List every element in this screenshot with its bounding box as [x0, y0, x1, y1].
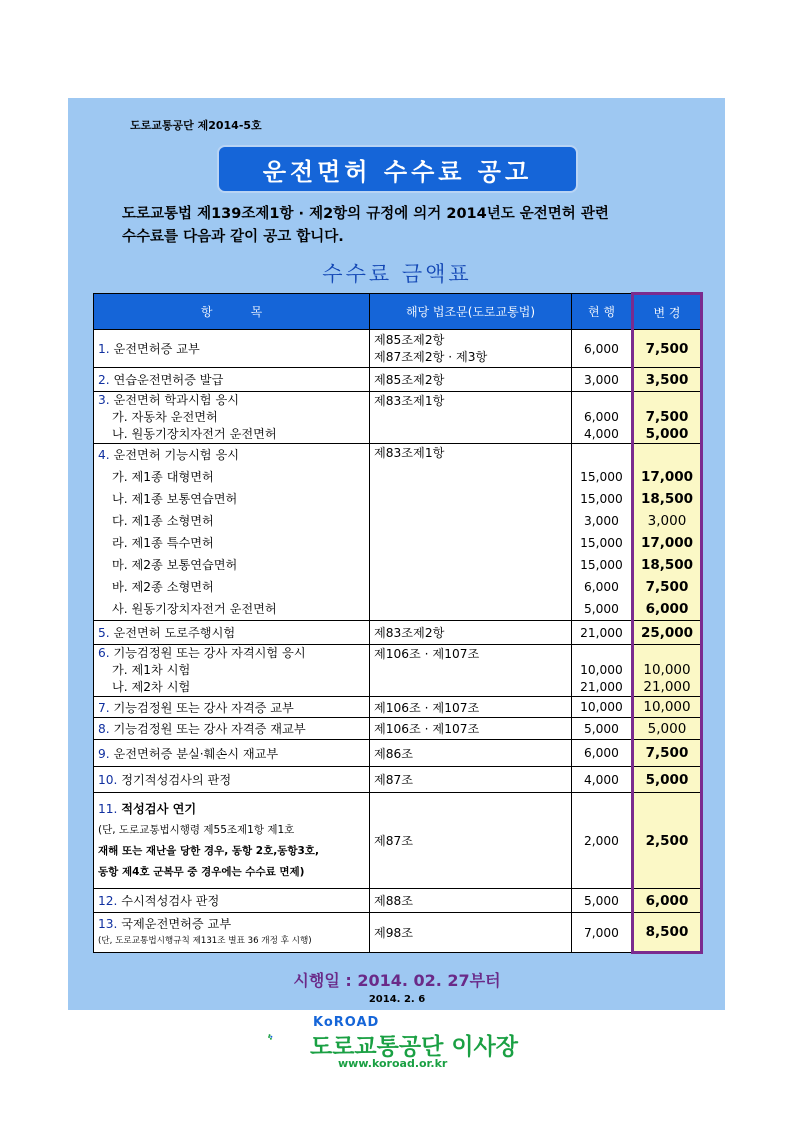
fee-table	[93, 292, 703, 954]
website-link[interactable]: www.koroad.or.kr	[338, 1057, 448, 1070]
item-cell: 13. 국제운전면허증 교부 (단, 도로교통법시행규칙 제131조 별표 36 개정 후 시행)	[94, 913, 370, 953]
current-fee: 5,000	[572, 718, 633, 740]
current-fee: 2,000	[572, 793, 633, 889]
doc-number: 도로교통공단 제2014-5호	[130, 119, 262, 132]
current-fee: 21,000	[572, 621, 633, 645]
current-fee: 10,000 21,000	[572, 645, 633, 697]
header-current: 현 행	[572, 294, 633, 330]
current-fee: 6,000	[572, 740, 633, 767]
law-cell: 제87조	[370, 767, 572, 793]
notice-title: 운전면허 수수료 공고	[217, 145, 578, 193]
table-title: 수수료 금액표	[322, 262, 472, 286]
changed-fee: 8,500	[633, 913, 702, 953]
changed-fee: 5,000	[633, 718, 702, 740]
intro-line-1: 도로교통법 제139조제1항 · 제2항의 규정에 의거 2014년도 운전면허 관련	[122, 206, 609, 222]
changed-fee: 6,000	[633, 889, 702, 913]
current-fee: 6,000 4,000	[572, 392, 633, 444]
header-law: 해당 법조문(도로교통법)	[370, 294, 572, 330]
law-cell: 제106조 · 제107조	[370, 645, 572, 697]
item-cell: 2. 연습운전면허증 발급	[94, 368, 370, 392]
law-cell: 제86조	[370, 740, 572, 767]
table-row	[94, 330, 702, 368]
org-name: 도로교통공단 이사장	[310, 1034, 518, 1060]
changed-fee: 5,000	[633, 767, 702, 793]
changed-fee: 2,500	[633, 793, 702, 889]
intro-line-2: 수수료를 다음과 같이 공고 합니다.	[122, 229, 344, 245]
table-row	[94, 767, 702, 793]
item-cell: 6. 기능검정원 또는 강사 자격시험 응시 가. 제1차 시험 나. 제2차 시험	[94, 645, 370, 697]
table-row	[94, 444, 702, 621]
item-cell: 1. 운전면허증 교부	[94, 330, 370, 368]
current-fee: 15,000 15,000 3,000 15,000 15,000 6,000 5,000	[572, 444, 633, 621]
table-row	[94, 718, 702, 740]
law-cell: 제106조 · 제107조	[370, 697, 572, 718]
law-cell: 제83조제1항	[370, 444, 572, 621]
table-row	[94, 621, 702, 645]
item-cell: 9. 운전면허증 분실·훼손시 재교부	[94, 740, 370, 767]
changed-fee: 10,000 21,000	[633, 645, 702, 697]
koroad-logo-icon	[268, 1017, 312, 1061]
changed-fee: 7,500 5,000	[633, 392, 702, 444]
changed-fee: 7,500	[633, 740, 702, 767]
item-cell: 8. 기능검정원 또는 강사 자격증 재교부	[94, 718, 370, 740]
item-cell: 10. 정기적성검사의 판정	[94, 767, 370, 793]
current-fee: 4,000	[572, 767, 633, 793]
table-row	[94, 645, 702, 697]
changed-fee: 25,000	[633, 621, 702, 645]
law-cell: 제83조제2항	[370, 621, 572, 645]
table-row	[94, 913, 702, 953]
changed-fee: 17,000 18,500 3,000 17,000 18,500 7,500 6,000	[633, 444, 702, 621]
changed-fee: 7,500	[633, 330, 702, 368]
changed-fee: 3,500	[633, 368, 702, 392]
current-fee: 7,000	[572, 913, 633, 953]
law-cell: 제83조제1항	[370, 392, 572, 444]
table-row	[94, 740, 702, 767]
table-row	[94, 889, 702, 913]
table-row	[94, 793, 702, 889]
law-cell: 제87조	[370, 793, 572, 889]
item-cell: 3. 운전면허 학과시험 응시 가. 자동차 운전면허 나. 원동기장치자전거 운전면허	[94, 392, 370, 444]
table-header-row	[94, 294, 702, 330]
law-cell: 제88조	[370, 889, 572, 913]
item-cell: 7. 기능검정원 또는 강사 자격증 교부	[94, 697, 370, 718]
current-fee: 10,000	[572, 697, 633, 718]
item-cell: 12. 수시적성검사 판정	[94, 889, 370, 913]
current-fee: 6,000	[572, 330, 633, 368]
current-fee: 5,000	[572, 889, 633, 913]
table-row	[94, 697, 702, 718]
item-cell: 11. 적성검사 연기 (단, 도로교통법시행령 제55조제1항 제1호 재해 또는 재난을 당한 경우, 동항 2호,동항3호, 동항 제4호 군복무 중 경우에는 수수료 면제)	[94, 793, 370, 889]
logo-brand: KoROAD	[313, 1015, 380, 1030]
intro-text	[122, 203, 702, 249]
item-cell: 5. 운전면허 도로주행시험	[94, 621, 370, 645]
item-cell: 4. 운전면허 기능시험 응시 가. 제1종 대형면허 나. 제1종 보통연습면허 다. 제1종 소형면허 라. 제1종 특수면허 마. 제2종 보통연습면허 바. 제2종 소형면허 사. 원동기장치자전거 운전면허	[94, 444, 370, 621]
table-row	[94, 368, 702, 392]
header-change: 변 경	[633, 294, 702, 330]
table-row	[94, 392, 702, 444]
law-cell: 제85조제2항	[370, 368, 572, 392]
law-cell: 제85조제2항 제87조제2항 · 제3항	[370, 330, 572, 368]
header-item: 항 목	[94, 294, 370, 330]
notice-date: 2014. 2. 6	[368, 994, 426, 1005]
law-cell: 제98조	[370, 913, 572, 953]
effective-date: 시행일 : 2014. 02. 27부터	[293, 971, 501, 990]
changed-fee: 10,000	[633, 697, 702, 718]
law-cell: 제106조 · 제107조	[370, 718, 572, 740]
current-fee: 3,000	[572, 368, 633, 392]
